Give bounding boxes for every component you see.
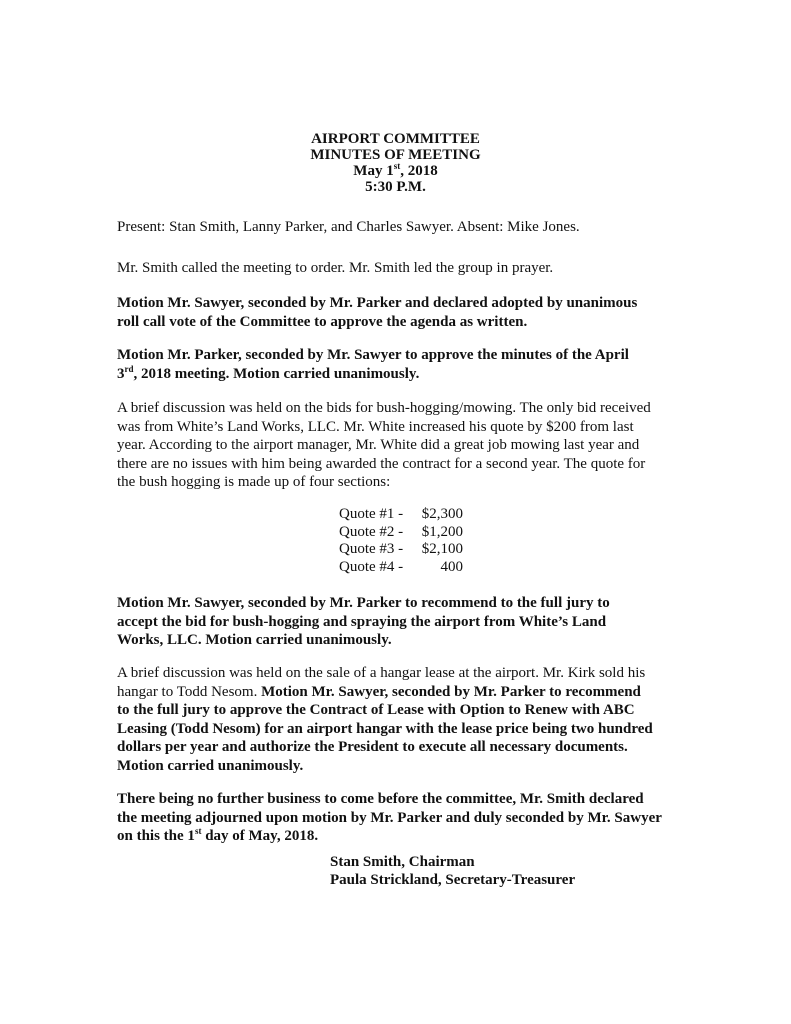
quote-item bbox=[339, 524, 463, 542]
motion-minutes-line bbox=[117, 365, 687, 384]
document-header bbox=[0, 131, 791, 195]
attendance-text: Present: Stan Smith, Lanny Parker, and Charles Sawyer. Absent: Mike Jones. bbox=[117, 219, 580, 235]
motion-bid-line: Motion Mr. Sawyer, seconded by Mr. Parker to recommend to the full jury to bbox=[117, 595, 610, 611]
motion-minutes-day: 3 bbox=[117, 365, 125, 382]
hangar-line: A brief discussion was held on the sale of a hangar lease at the airport. Mr. Kirk sold his bbox=[117, 665, 646, 681]
bids-discussion-paragraph bbox=[117, 399, 687, 492]
adjournment-line: the meeting adjourned upon motion by Mr. Parker and duly seconded by Mr. Sawyer bbox=[117, 809, 662, 826]
motion-minutes-line: Motion Mr. Parker, seconded by Mr. Sawyer to approve the minutes of the April bbox=[117, 347, 629, 363]
quote-item bbox=[339, 506, 463, 524]
adjournment-date-rest: day of May, 2018. bbox=[201, 828, 319, 844]
adjournment-line: There being no further business to come before the committee, Mr. Smith declared bbox=[117, 791, 644, 807]
motion-minutes-paragraph bbox=[117, 346, 687, 383]
document-type-title: MINUTES OF MEETING bbox=[310, 147, 481, 163]
quote-label: Quote #3 - bbox=[339, 541, 404, 557]
hangar-paragraph bbox=[117, 664, 687, 775]
quote-list bbox=[339, 506, 463, 576]
secretary-signature: Paula Strickland, Secretary-Treasurer bbox=[330, 871, 576, 888]
quote-item bbox=[339, 559, 463, 577]
call-to-order-paragraph bbox=[117, 259, 687, 278]
motion-bid-line: accept the bid for bush-hogging and spraying the airport from White’s Land bbox=[117, 613, 607, 630]
motion-bid-line: Works, LLC. Motion carried unanimously. bbox=[117, 632, 392, 648]
quote-label: Quote #2 - bbox=[339, 523, 404, 540]
quote-item bbox=[339, 541, 463, 559]
chairman-signature: Stan Smith, Chairman bbox=[330, 854, 475, 870]
committee-title: AIRPORT COMMITTEE bbox=[311, 131, 480, 147]
bids-discussion-line: there are no issues with him being awarded the contract for a second year. The quote for bbox=[117, 455, 646, 472]
quote-amount: $2,300 bbox=[421, 506, 463, 522]
meeting-time: 5:30 P.M. bbox=[365, 179, 426, 195]
bids-discussion-line: A brief discussion was held on the bids for bush-hogging/mowing. The only bid received bbox=[117, 400, 651, 416]
signature-block bbox=[330, 854, 575, 889]
motion-bid-paragraph bbox=[117, 594, 687, 650]
meeting-date-year: , 2018 bbox=[400, 163, 438, 179]
bids-discussion-line: was from White’s Land Works, LLC. Mr. White increased his quote by $200 from last bbox=[117, 418, 634, 435]
hangar-line: dollars per year and authorize the President to execute all necessary documents. bbox=[117, 739, 628, 755]
hangar-sale-text: hangar to Todd Nesom. bbox=[117, 683, 262, 700]
quote-label: Quote #4 - bbox=[339, 558, 404, 575]
hangar-line: Leasing (Todd Nesom) for an airport hangar with the lease price being two hundred bbox=[117, 720, 653, 737]
call-to-order-text: Mr. Smith called the meeting to order. Mr. Smith led the group in prayer. bbox=[117, 260, 554, 276]
adjournment-date-text: on this the 1 bbox=[117, 828, 195, 844]
adjournment-paragraph bbox=[117, 790, 687, 846]
motion-agenda-line: roll call vote of the Committee to approve the agenda as written. bbox=[117, 313, 528, 330]
quote-amount: $1,200 bbox=[421, 523, 463, 540]
meeting-date-ordinal: st bbox=[393, 161, 401, 171]
motion-agenda-paragraph bbox=[117, 294, 687, 331]
adjournment-line bbox=[117, 827, 687, 846]
bids-discussion-line: year. According to the airport manager, Mr. White did a great job mowing last year and bbox=[117, 437, 640, 453]
motion-minutes-rest: , 2018 meeting. Motion carried unanimously. bbox=[133, 365, 420, 382]
quote-amount: 400 bbox=[440, 558, 463, 575]
quote-amount: $2,100 bbox=[421, 541, 463, 557]
hangar-line: Motion carried unanimously. bbox=[117, 757, 304, 774]
meeting-date-text: May 1 bbox=[353, 163, 394, 179]
quote-label: Quote #1 - bbox=[339, 506, 404, 522]
motion-minutes-ordinal: rd bbox=[124, 363, 134, 374]
attendance-paragraph bbox=[117, 218, 687, 237]
adjournment-ordinal: st bbox=[194, 826, 202, 836]
meeting-date bbox=[0, 163, 791, 179]
bids-discussion-line: the bush hogging is made up of four sections: bbox=[117, 474, 391, 490]
hangar-motion-text: Motion Mr. Sawyer, seconded by Mr. Parker to recommend bbox=[261, 683, 641, 700]
motion-agenda-line: Motion Mr. Sawyer, seconded by Mr. Parker and declared adopted by unanimous bbox=[117, 295, 638, 311]
hangar-line bbox=[117, 683, 687, 702]
hangar-line: to the full jury to approve the Contract of Lease with Option to Renew with ABC bbox=[117, 702, 635, 718]
